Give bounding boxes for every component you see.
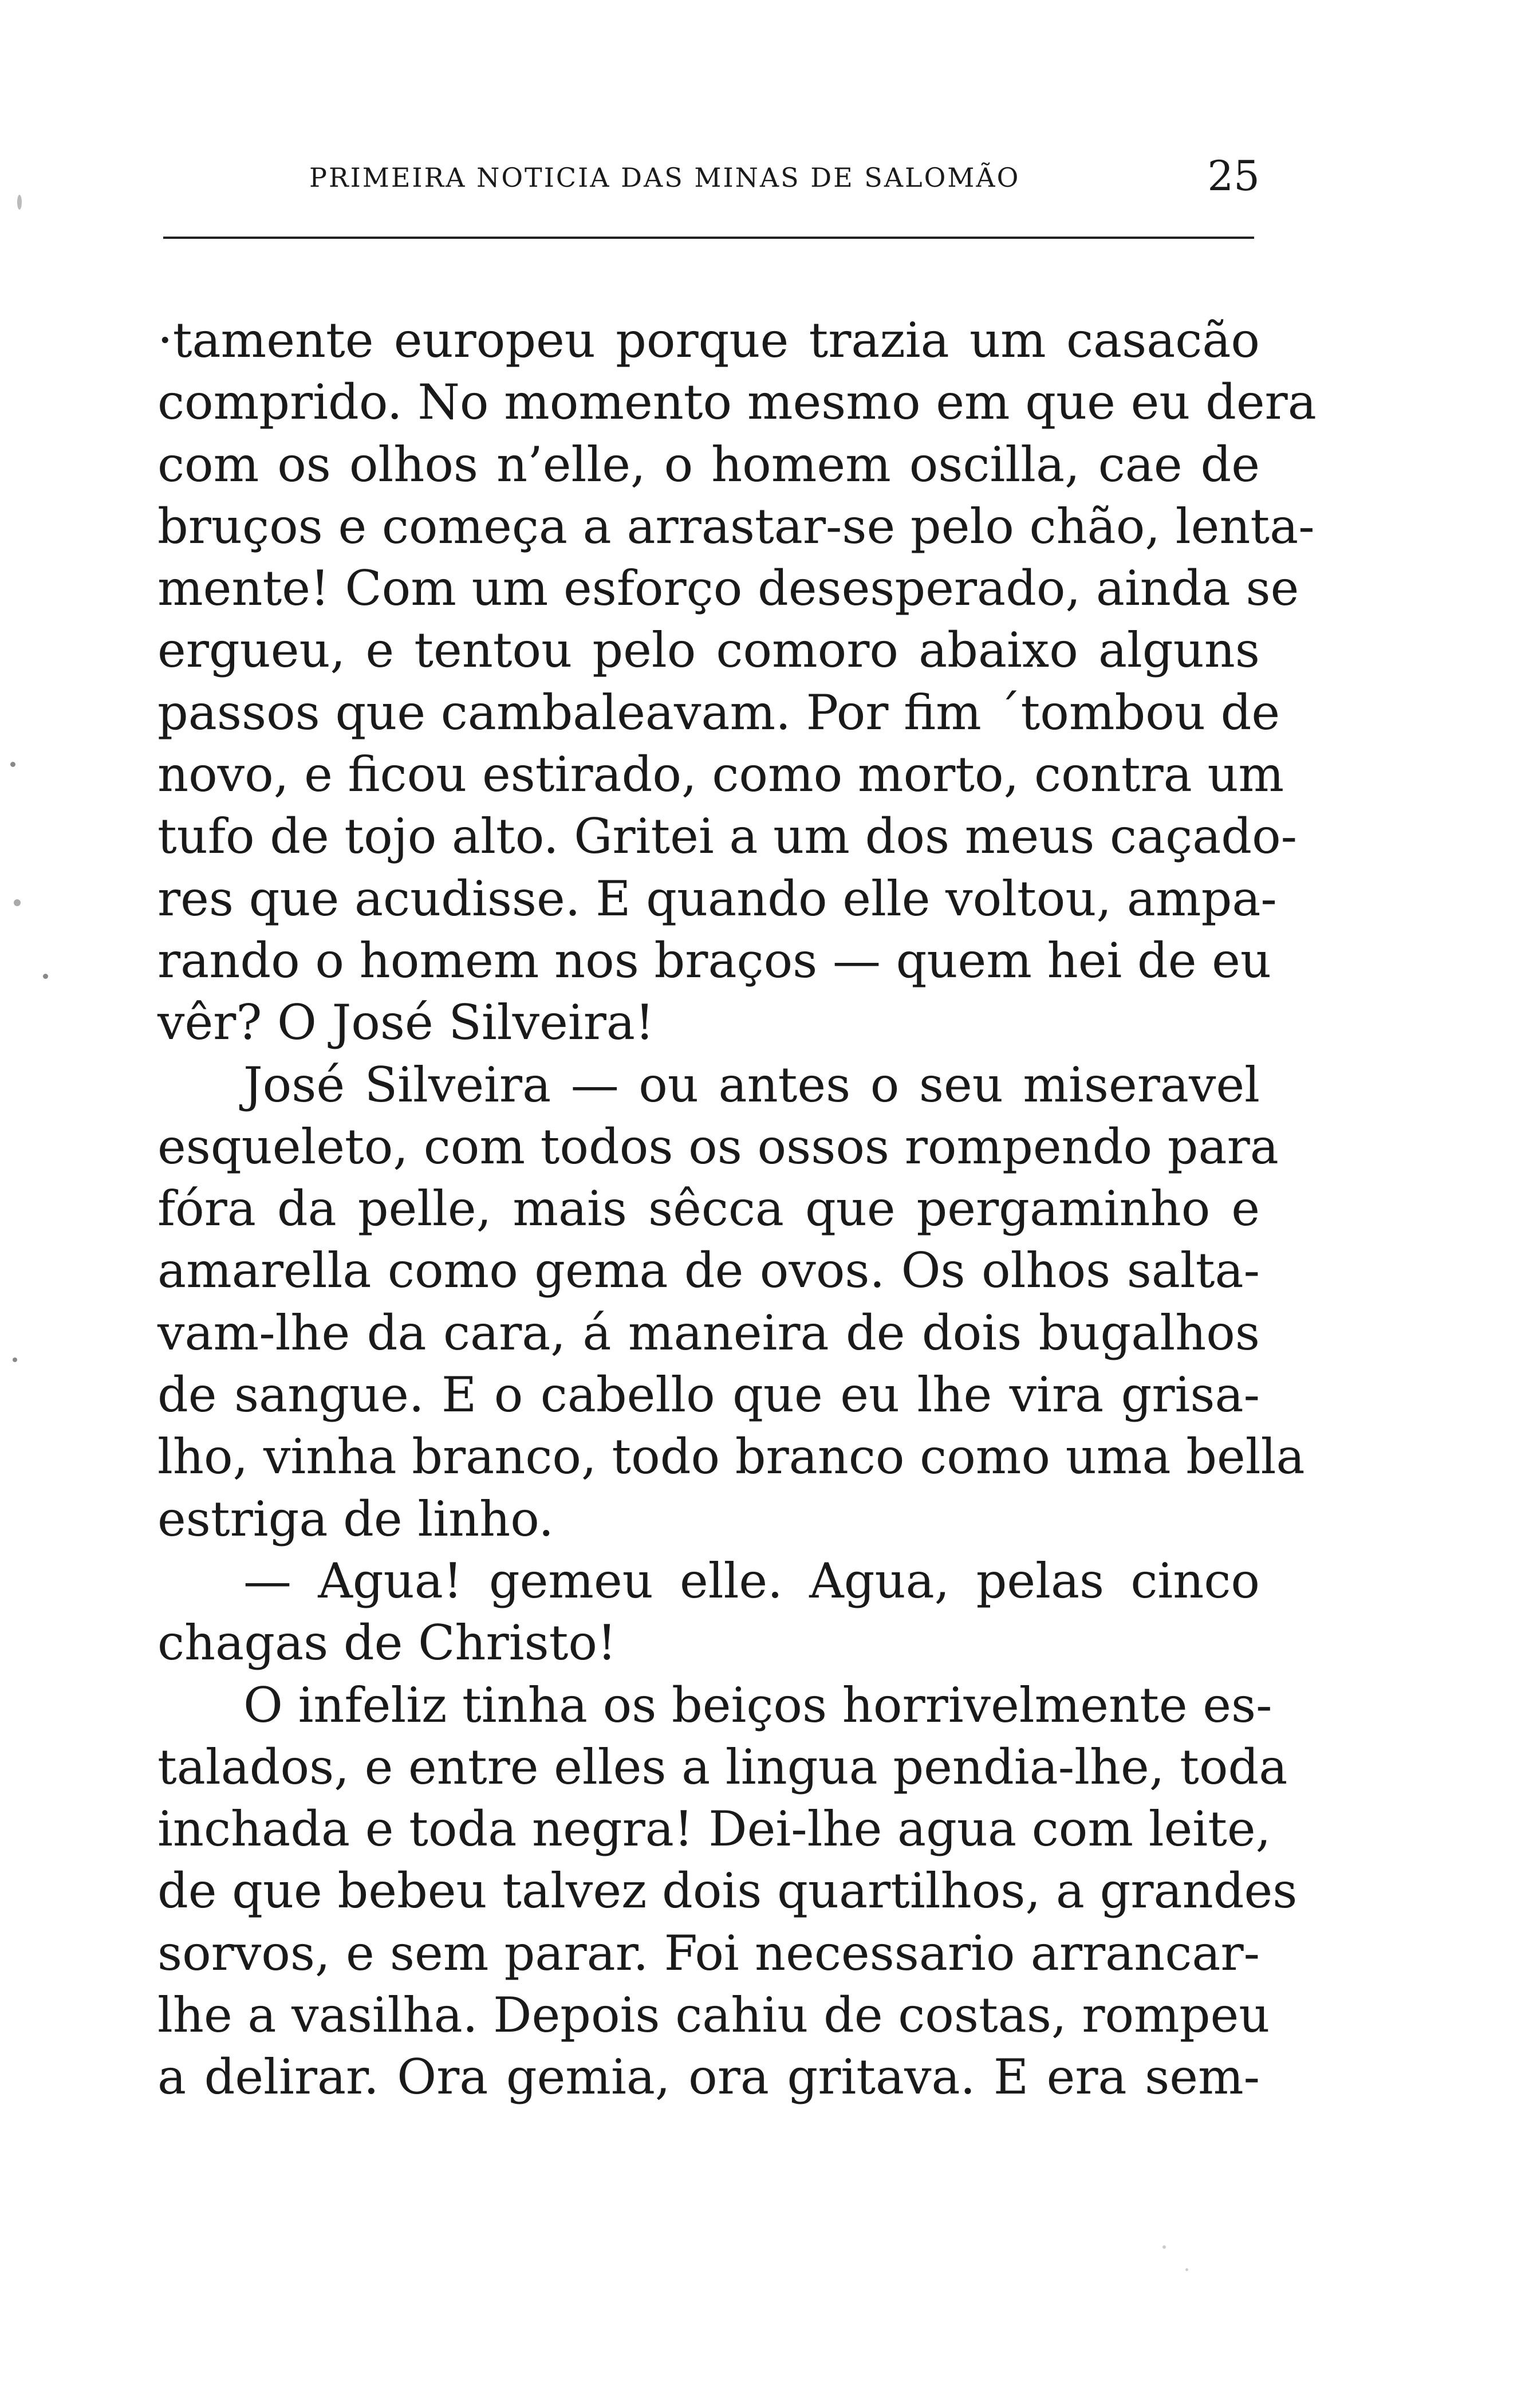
scan-speck: [17, 195, 22, 210]
text-line: passos que cambaleavam. Por fim ´tombou de: [157, 684, 1280, 741]
text-line: comprido. No momento mesmo em que eu dera: [157, 374, 1317, 431]
text-line: bruços e começa a arrastar-se pelo chão, lenta-: [157, 498, 1315, 554]
text-line: talados, e entre elles a lingua pendia-lhe, toda: [157, 1738, 1288, 1795]
text-line: sorvos, e sem parar. Foi necessario arrancar-: [157, 1925, 1260, 1981]
text-line: ·tamente europeu porque trazia um casacão: [157, 312, 1260, 368]
text-line: José Silveira — ou antes o seu miseravel: [243, 1056, 1260, 1113]
text-line: lhe a vasilha. Depois cahiu de costas, rompeu: [157, 1987, 1270, 2044]
text-line: ergueu, e tentou pelo comoro abaixo alguns: [157, 622, 1260, 679]
text-line: estriga de linho.: [157, 1490, 554, 1547]
text-line: novo, e ficou estirado, como morto, contra um: [157, 746, 1284, 803]
text-line: fóra da pelle, mais sêcca que pergaminho e: [157, 1181, 1260, 1237]
scan-speck: [10, 762, 15, 767]
text-line: lho, vinha branco, todo branco como uma bella: [157, 1429, 1305, 1485]
running-title: PRIMEIRA NOTICIA DAS MINAS DE SALOMÃO: [309, 162, 1020, 193]
text-line: res que acudisse. E quando elle voltou, ampa-: [157, 870, 1277, 927]
text-line: — Agua! gemeu elle. Agua, pelas cinco: [243, 1552, 1260, 1609]
text-line: a delirar. Ora gemia, ora gritava. E era sem-: [157, 2049, 1260, 2106]
text-line: com os olhos n’elle, o homem oscilla, cae de: [157, 436, 1260, 493]
text-line: vêr? O José Silveira!: [157, 994, 655, 1051]
text-line: vam-lhe da cara, á maneira de dois bugalhos: [157, 1304, 1260, 1361]
text-line: mente! Com um esforço desesperado, ainda se: [157, 560, 1299, 617]
scan-speck: [13, 1358, 17, 1362]
scan-speck: [43, 974, 48, 979]
text-line: chagas de Christo!: [157, 1615, 617, 1671]
scan-speck: [1162, 2245, 1166, 2249]
header-rule: [163, 237, 1254, 239]
text-line: de sangue. E o cabello que eu lhe vira grisa-: [157, 1367, 1260, 1423]
scan-speck: [1185, 2268, 1188, 2271]
scan-speck: [14, 899, 21, 906]
running-head: [160, 152, 1260, 203]
text-line: de que bebeu talvez dois quartilhos, a grandes: [157, 1863, 1298, 1919]
text-line: tufo de tojo alto. Gritei a um dos meus caçado-: [157, 808, 1298, 865]
page-number: 25: [1207, 152, 1260, 200]
text-line: esqueleto, com todos os ossos rompendo para: [157, 1118, 1279, 1175]
text-line: amarella como gema de ovos. Os olhos salta-: [157, 1242, 1260, 1299]
body-text: [157, 309, 1317, 2108]
text-line: inchada e toda negra! Dei-lhe agua com leite,: [157, 1801, 1271, 1858]
text-line: O infeliz tinha os beiços horrivelmente es-: [243, 1677, 1272, 1733]
text-line: rando o homem nos braços — quem hei de eu: [157, 932, 1271, 989]
